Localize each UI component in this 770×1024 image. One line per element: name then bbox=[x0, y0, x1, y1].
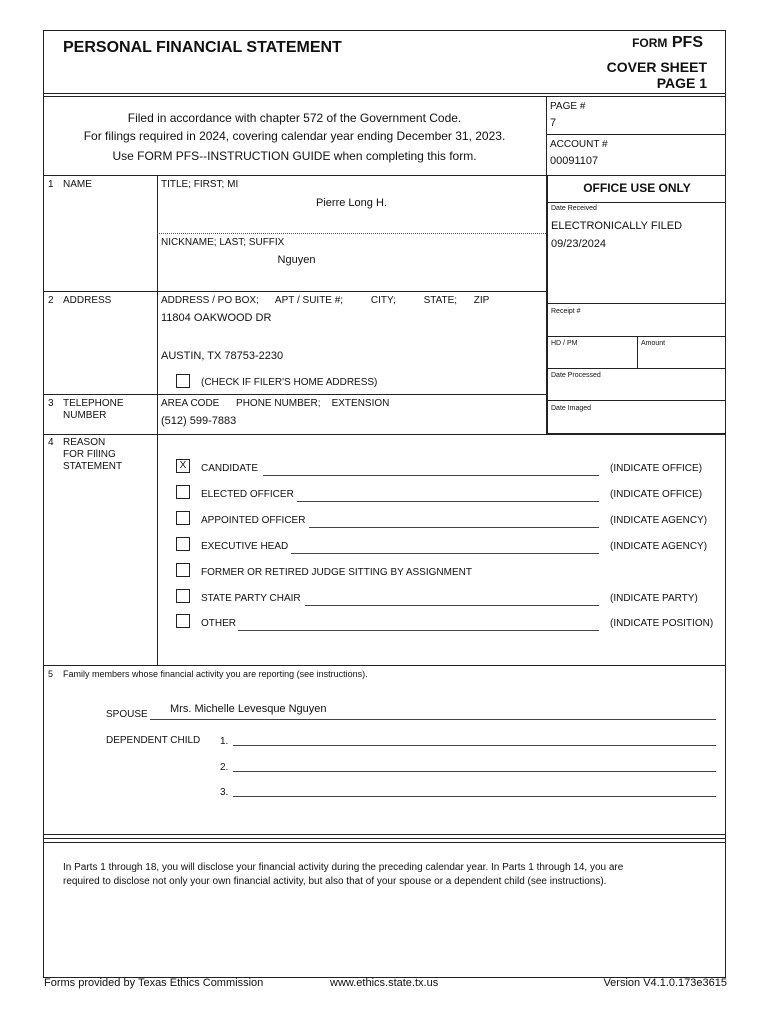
reason-option-label: FORMER OR RETIRED JUDGE SITTING BY ASSIGNMENT bbox=[201, 567, 472, 578]
section-2-label: ADDRESS bbox=[63, 295, 112, 306]
child-number-2: 2. bbox=[220, 762, 229, 773]
intro-line-3: Use FORM PFS--INSTRUCTION GUIDE when completing this form. bbox=[112, 149, 477, 163]
reason-option-label: OTHER bbox=[201, 618, 236, 629]
reason-option-indicate: (INDICATE AGENCY) bbox=[610, 541, 708, 552]
child-3-line[interactable] bbox=[233, 796, 716, 797]
dependent-child-label: DEPENDENT CHILD bbox=[106, 735, 201, 746]
section-3-number: 3 bbox=[48, 398, 54, 409]
account-number-label: ACCOUNT # bbox=[550, 139, 608, 150]
date-received-line-2: 09/23/2024 bbox=[551, 238, 607, 250]
reason-option-indicate: (INDICATE POSITION) bbox=[610, 618, 714, 629]
reason-checkbox[interactable] bbox=[176, 485, 190, 499]
section-1-number: 1 bbox=[48, 179, 54, 190]
reason-checkbox[interactable] bbox=[176, 537, 190, 551]
spouse-label: SPOUSE bbox=[106, 709, 148, 720]
form-frame bbox=[43, 30, 726, 978]
reason-option-label: STATE PARTY CHAIR bbox=[201, 593, 301, 604]
address-field-labels: ADDRESS / PO BOX; APT / SUITE #; CITY; STATE; ZIP bbox=[161, 295, 490, 306]
home-address-checkbox[interactable] bbox=[176, 374, 190, 388]
child-2-line[interactable] bbox=[233, 771, 716, 772]
section-4-number: 4 bbox=[48, 437, 54, 448]
office-use-box bbox=[546, 175, 726, 434]
reason-option-indicate: (INDICATE AGENCY) bbox=[610, 515, 708, 526]
reason-option-label: ELECTED OFFICER bbox=[201, 489, 294, 500]
footer-left: Forms provided by Texas Ethics Commission bbox=[44, 977, 264, 989]
date-processed-label: Date Processed bbox=[551, 372, 601, 379]
disclosure-line-2: required to disclose not only your own financial activity, but also that of your spouse or a dependent child (see instructions). bbox=[63, 876, 607, 887]
section-5-number: 5 bbox=[48, 669, 54, 679]
home-address-check-label: (CHECK IF FILER'S HOME ADDRESS) bbox=[201, 377, 378, 388]
reason-checkbox[interactable]: X bbox=[176, 459, 190, 473]
reason-checkbox[interactable] bbox=[176, 589, 190, 603]
phone-field-labels: AREA CODE PHONE NUMBER; EXTENSION bbox=[161, 398, 390, 409]
reason-checkbox[interactable] bbox=[176, 563, 190, 577]
form-title: PERSONAL FINANCIAL STATEMENT bbox=[63, 39, 342, 56]
last-name-label: NICKNAME; LAST; SUFFIX bbox=[161, 237, 285, 248]
disclosure-line-1: In Parts 1 through 18, you will disclose your financial activity during the preceding calendar year. In Parts 1 through 14, you are bbox=[63, 862, 624, 873]
form-prefix: FORM bbox=[632, 36, 668, 50]
first-name-value[interactable]: Pierre Long H. bbox=[316, 197, 387, 209]
page-number-value: 7 bbox=[550, 117, 557, 129]
intro-line-2: For filings required in 2024, covering calendar year ending December 31, 2023. bbox=[83, 129, 506, 143]
reason-option-label: CANDIDATE bbox=[201, 463, 259, 474]
footer-right: Version V4.1.0.173e3615 bbox=[603, 977, 727, 989]
address-line-2[interactable]: AUSTIN, TX 78753-2230 bbox=[161, 350, 284, 362]
reason-option-label: APPOINTED OFFICER bbox=[201, 515, 306, 526]
account-number-value: 00091107 bbox=[550, 155, 599, 167]
receipt-label: Receipt # bbox=[551, 308, 581, 315]
section-3-label-2: NUMBER bbox=[63, 410, 107, 421]
child-number-1: 1. bbox=[220, 736, 229, 747]
first-name-label: TITLE; FIRST; MI bbox=[161, 179, 239, 190]
section-4-label-2: FOR FIlING bbox=[63, 449, 116, 460]
form-code bbox=[632, 34, 703, 52]
footer-center[interactable]: www.ethics.state.tx.us bbox=[330, 977, 439, 989]
date-received-label: Date Received bbox=[551, 205, 597, 212]
cover-sheet-label: COVER SHEET bbox=[606, 59, 707, 75]
hdpm-label: HD / PM bbox=[551, 340, 578, 347]
child-number-3: 3. bbox=[220, 787, 229, 798]
reason-option-indicate: (INDICATE PARTY) bbox=[610, 593, 698, 604]
reason-checkbox[interactable] bbox=[176, 511, 190, 525]
phone-value[interactable]: (512) 599-7883 bbox=[161, 415, 237, 427]
reason-option-indicate: (INDICATE OFFICE) bbox=[610, 489, 703, 500]
date-imaged-label: Date Imaged bbox=[551, 405, 592, 412]
intro-line-1: Filed in accordance with chapter 572 of the Government Code. bbox=[127, 111, 462, 125]
section-4-label-3: STATEMENT bbox=[63, 461, 123, 472]
date-received-line-1: ELECTRONICALLY FILED bbox=[551, 220, 683, 232]
family-heading: Family members whose financial activity you are reporting (see instructions). bbox=[63, 669, 368, 679]
section-2-number: 2 bbox=[48, 295, 54, 306]
section-3-label-1: TELEPHONE bbox=[63, 398, 124, 409]
reason-option-indicate: (INDICATE OFFICE) bbox=[610, 463, 703, 474]
page-label: PAGE 1 bbox=[656, 75, 707, 91]
amount-label: Amount bbox=[641, 340, 666, 347]
child-1-line[interactable] bbox=[233, 745, 716, 746]
address-line-1[interactable]: 11804 OAKWOOD DR bbox=[161, 312, 272, 324]
office-use-title: OFFICE USE ONLY bbox=[583, 181, 691, 195]
section-4-label-1: REASON bbox=[63, 437, 106, 448]
spouse-value[interactable]: Mrs. Michelle Levesque Nguyen bbox=[170, 703, 327, 715]
section-1-label: NAME bbox=[63, 179, 92, 190]
page-number-label: PAGE # bbox=[550, 101, 586, 112]
reason-checkbox[interactable] bbox=[176, 614, 190, 628]
last-name-value[interactable]: Nguyen bbox=[277, 254, 316, 266]
reason-option-label: EXECUTIVE HEAD bbox=[201, 541, 289, 552]
form-code-value: PFS bbox=[671, 34, 703, 51]
